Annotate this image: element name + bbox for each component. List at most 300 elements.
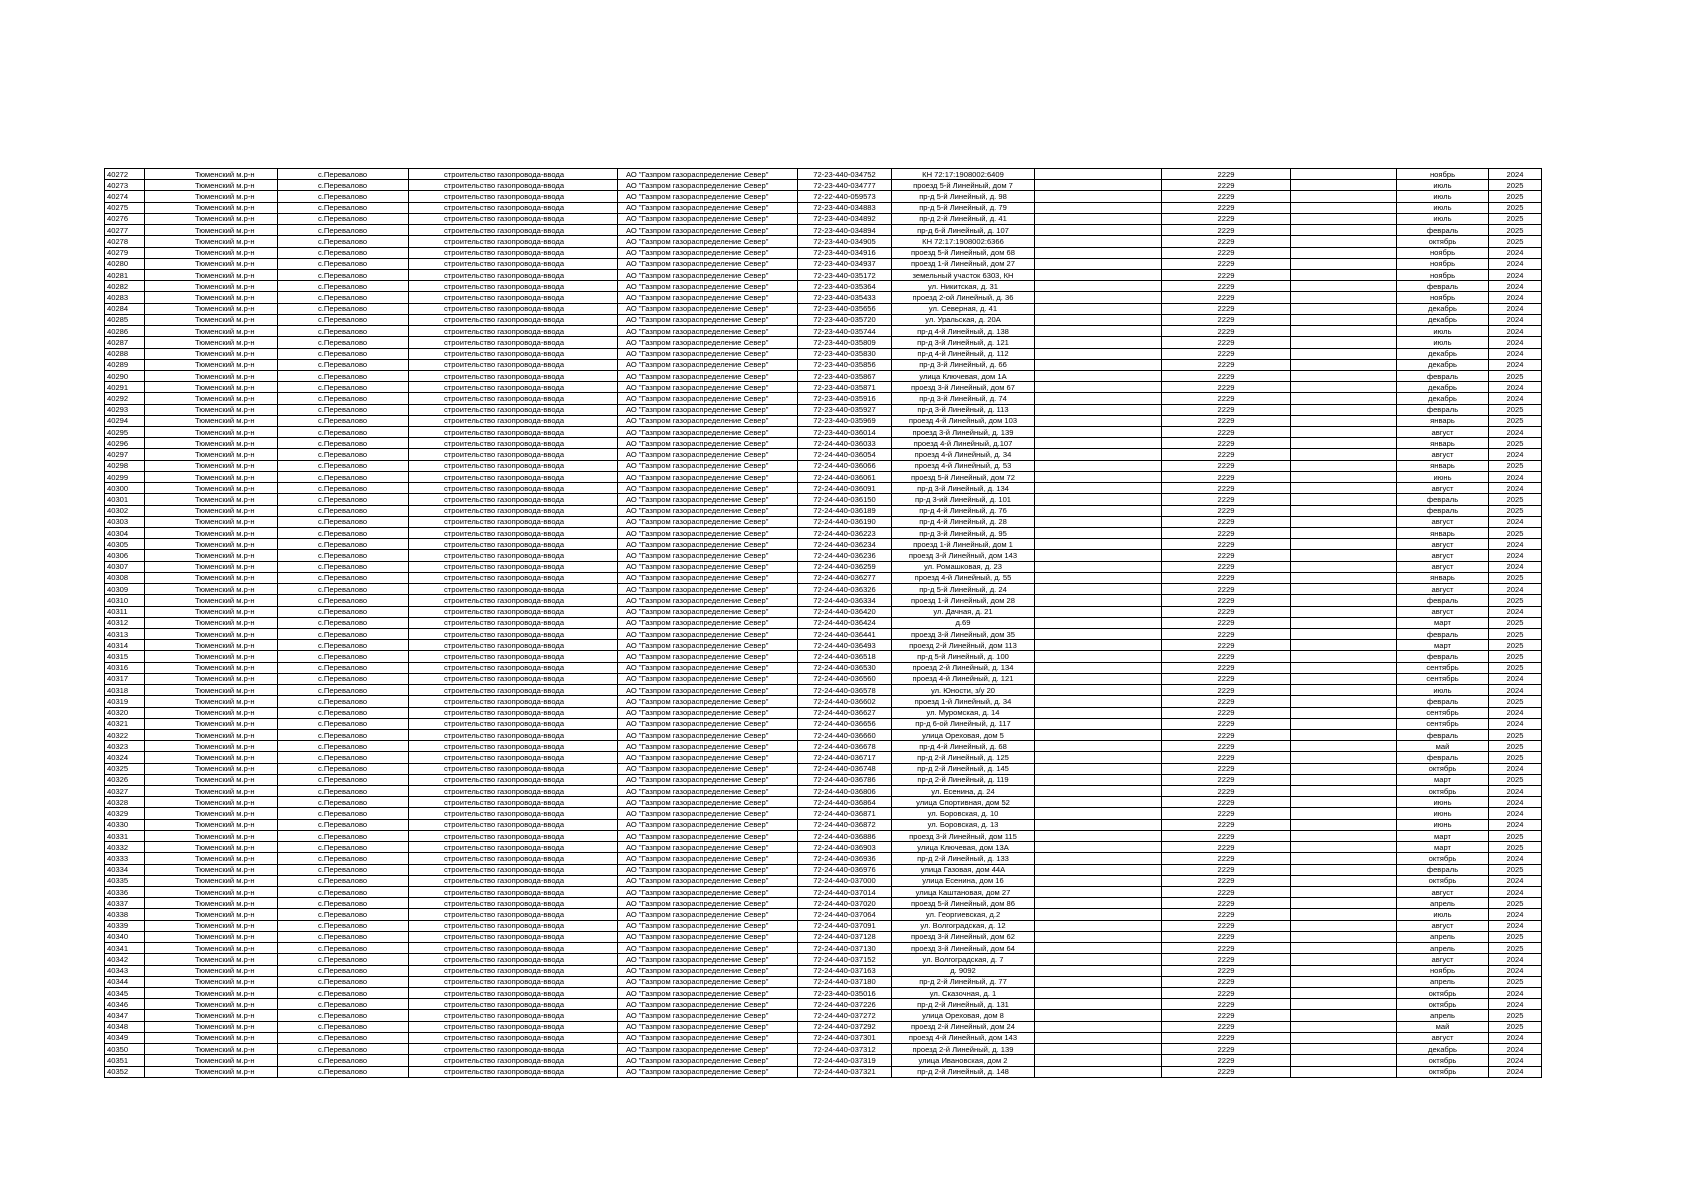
- month-cell: декабрь: [1397, 1044, 1489, 1055]
- year-cell: 2025: [1489, 438, 1542, 449]
- organization-cell: АО "Газпром газораспределение Север": [618, 1032, 798, 1043]
- code-cell: 2229: [1162, 595, 1291, 606]
- row-number: 40301: [105, 494, 145, 505]
- row-number: 40276: [105, 213, 145, 224]
- row-number: 40290: [105, 370, 145, 381]
- organization-cell: АО "Газпром газораспределение Север": [618, 741, 798, 752]
- application-number-cell: 72-24-440-036656: [798, 718, 892, 729]
- settlement-cell: с.Перевалово: [278, 460, 409, 471]
- code-cell: 2229: [1162, 707, 1291, 718]
- address-cell: проезд 2-ой Линейный, д. 36: [892, 292, 1035, 303]
- settlement-cell: с.Перевалово: [278, 438, 409, 449]
- code-cell: 2229: [1162, 617, 1291, 628]
- year-cell: 2024: [1489, 561, 1542, 572]
- empty-cell: [1035, 651, 1162, 662]
- work-type-cell: строительство газопровода-ввода: [409, 999, 618, 1010]
- work-type-cell: строительство газопровода-ввода: [409, 1032, 618, 1043]
- settlement-cell: с.Перевалово: [278, 471, 409, 482]
- row-number: 40325: [105, 763, 145, 774]
- row-number: 40341: [105, 943, 145, 954]
- address-cell: проезд 5-й Линейный, дом 68: [892, 247, 1035, 258]
- row-number: 40298: [105, 460, 145, 471]
- year-cell: 2025: [1489, 528, 1542, 539]
- code-cell: 2229: [1162, 842, 1291, 853]
- organization-cell: АО "Газпром газораспределение Север": [618, 595, 798, 606]
- address-cell: пр-д 4-й Линейный, д. 28: [892, 516, 1035, 527]
- empty-cell: [1035, 505, 1162, 516]
- row-number: 40327: [105, 786, 145, 797]
- month-cell: апрель: [1397, 1010, 1489, 1021]
- application-number-cell: 72-23-440-035871: [798, 382, 892, 393]
- year-cell: 2025: [1489, 595, 1542, 606]
- settlement-cell: с.Перевалово: [278, 169, 409, 180]
- organization-cell: АО "Газпром газораспределение Север": [618, 191, 798, 202]
- year-cell: 2024: [1489, 247, 1542, 258]
- application-number-cell: 72-24-440-037000: [798, 875, 892, 886]
- organization-cell: АО "Газпром газораспределение Север": [618, 539, 798, 550]
- empty-cell: [1291, 303, 1397, 314]
- district-cell: Тюменский м.р-н: [145, 752, 278, 763]
- table-row: [105, 1055, 1542, 1066]
- work-type-cell: строительство газопровода-ввода: [409, 752, 618, 763]
- empty-cell: [1035, 954, 1162, 965]
- organization-cell: АО "Газпром газораспределение Север": [618, 236, 798, 247]
- organization-cell: АО "Газпром газораспределение Север": [618, 303, 798, 314]
- row-number: 40304: [105, 528, 145, 539]
- empty-cell: [1291, 550, 1397, 561]
- empty-cell: [1035, 595, 1162, 606]
- settlement-cell: с.Перевалово: [278, 864, 409, 875]
- address-cell: проезд 2-й Линейный, дом 113: [892, 640, 1035, 651]
- organization-cell: АО "Газпром газораспределение Север": [618, 1055, 798, 1066]
- month-cell: декабрь: [1397, 348, 1489, 359]
- year-cell: 2025: [1489, 572, 1542, 583]
- district-cell: Тюменский м.р-н: [145, 875, 278, 886]
- code-cell: 2229: [1162, 729, 1291, 740]
- year-cell: 2024: [1489, 999, 1542, 1010]
- month-cell: июль: [1397, 191, 1489, 202]
- application-number-cell: 72-24-440-036189: [798, 505, 892, 516]
- application-number-cell: 72-24-440-037128: [798, 931, 892, 942]
- settlement-cell: с.Перевалово: [278, 1032, 409, 1043]
- table-row: [105, 528, 1542, 539]
- row-number: 40302: [105, 505, 145, 516]
- table-row: [105, 236, 1542, 247]
- address-cell: проезд 1-й Линейный, дом 1: [892, 539, 1035, 550]
- month-cell: июнь: [1397, 819, 1489, 830]
- empty-cell: [1291, 763, 1397, 774]
- month-cell: февраль: [1397, 729, 1489, 740]
- organization-cell: АО "Газпром газораспределение Север": [618, 875, 798, 886]
- district-cell: Тюменский м.р-н: [145, 460, 278, 471]
- work-type-cell: строительство газопровода-ввода: [409, 528, 618, 539]
- organization-cell: АО "Газпром газораспределение Север": [618, 247, 798, 258]
- table-row: [105, 213, 1542, 224]
- empty-cell: [1291, 292, 1397, 303]
- district-cell: Тюменский м.р-н: [145, 696, 278, 707]
- year-cell: 2025: [1489, 404, 1542, 415]
- settlement-cell: с.Перевалово: [278, 314, 409, 325]
- district-cell: Тюменский м.р-н: [145, 1021, 278, 1032]
- organization-cell: АО "Газпром газораспределение Север": [618, 774, 798, 785]
- row-number: 40285: [105, 314, 145, 325]
- empty-cell: [1291, 415, 1397, 426]
- month-cell: июль: [1397, 909, 1489, 920]
- table-row: [105, 326, 1542, 337]
- application-number-cell: 72-23-440-034916: [798, 247, 892, 258]
- empty-cell: [1291, 393, 1397, 404]
- organization-cell: АО "Газпром газораспределение Север": [618, 449, 798, 460]
- empty-cell: [1035, 438, 1162, 449]
- district-cell: Тюменский м.р-н: [145, 987, 278, 998]
- address-cell: пр-д 3-й Линейный, д. 134: [892, 483, 1035, 494]
- work-type-cell: строительство газопровода-ввода: [409, 640, 618, 651]
- code-cell: 2229: [1162, 471, 1291, 482]
- table-row: [105, 550, 1542, 561]
- work-type-cell: строительство газопровода-ввода: [409, 965, 618, 976]
- empty-cell: [1035, 752, 1162, 763]
- empty-cell: [1291, 471, 1397, 482]
- work-type-cell: строительство газопровода-ввода: [409, 382, 618, 393]
- address-cell: пр-д 5-й Линейный, д. 98: [892, 191, 1035, 202]
- application-number-cell: 72-23-440-035656: [798, 303, 892, 314]
- organization-cell: АО "Газпром газораспределение Север": [618, 606, 798, 617]
- address-cell: улица Есенина, дом 16: [892, 875, 1035, 886]
- row-number: 40328: [105, 797, 145, 808]
- organization-cell: АО "Газпром газораспределение Север": [618, 763, 798, 774]
- settlement-cell: с.Перевалово: [278, 281, 409, 292]
- work-type-cell: строительство газопровода-ввода: [409, 707, 618, 718]
- address-cell: КН 72:17:1908002:6366: [892, 236, 1035, 247]
- application-number-cell: 72-24-440-036872: [798, 819, 892, 830]
- settlement-cell: с.Перевалово: [278, 640, 409, 651]
- code-cell: 2229: [1162, 718, 1291, 729]
- row-number: 40310: [105, 595, 145, 606]
- row-number: 40297: [105, 449, 145, 460]
- month-cell: август: [1397, 483, 1489, 494]
- empty-cell: [1035, 337, 1162, 348]
- organization-cell: АО "Газпром газораспределение Север": [618, 819, 798, 830]
- code-cell: 2229: [1162, 505, 1291, 516]
- application-number-cell: 72-24-440-036277: [798, 572, 892, 583]
- address-cell: улица Ивановская, дом 2: [892, 1055, 1035, 1066]
- organization-cell: АО "Газпром газораспределение Север": [618, 887, 798, 898]
- settlement-cell: с.Перевалово: [278, 752, 409, 763]
- work-type-cell: строительство газопровода-ввода: [409, 539, 618, 550]
- application-number-cell: 72-23-440-035016: [798, 987, 892, 998]
- year-cell: 2024: [1489, 550, 1542, 561]
- address-cell: улица Каштановая, дом 27: [892, 887, 1035, 898]
- work-type-cell: строительство газопровода-ввода: [409, 853, 618, 864]
- address-cell: д.69: [892, 617, 1035, 628]
- year-cell: 2024: [1489, 169, 1542, 180]
- work-type-cell: строительство газопровода-ввода: [409, 303, 618, 314]
- table-row: [105, 438, 1542, 449]
- empty-cell: [1291, 1021, 1397, 1032]
- settlement-cell: с.Перевалово: [278, 202, 409, 213]
- table-row: [105, 920, 1542, 931]
- month-cell: февраль: [1397, 595, 1489, 606]
- empty-cell: [1035, 550, 1162, 561]
- application-number-cell: 72-24-440-036150: [798, 494, 892, 505]
- year-cell: 2024: [1489, 853, 1542, 864]
- table-row: [105, 292, 1542, 303]
- address-cell: ул. Муромская, д. 14: [892, 707, 1035, 718]
- settlement-cell: с.Перевалово: [278, 853, 409, 864]
- code-cell: 2229: [1162, 213, 1291, 224]
- work-type-cell: строительство газопровода-ввода: [409, 819, 618, 830]
- code-cell: 2229: [1162, 786, 1291, 797]
- table-row: [105, 516, 1542, 527]
- table-row: [105, 628, 1542, 639]
- year-cell: 2024: [1489, 673, 1542, 684]
- year-cell: 2025: [1489, 236, 1542, 247]
- empty-cell: [1035, 561, 1162, 572]
- empty-cell: [1291, 258, 1397, 269]
- district-cell: Тюменский м.р-н: [145, 741, 278, 752]
- empty-cell: [1035, 830, 1162, 841]
- work-type-cell: строительство газопровода-ввода: [409, 438, 618, 449]
- application-number-cell: 72-24-440-037272: [798, 1010, 892, 1021]
- application-number-cell: 72-23-440-035856: [798, 359, 892, 370]
- organization-cell: АО "Газпром газораспределение Север": [618, 505, 798, 516]
- empty-cell: [1035, 673, 1162, 684]
- code-cell: 2229: [1162, 830, 1291, 841]
- organization-cell: АО "Газпром газораспределение Север": [618, 516, 798, 527]
- empty-cell: [1035, 303, 1162, 314]
- empty-cell: [1035, 662, 1162, 673]
- work-type-cell: строительство газопровода-ввода: [409, 460, 618, 471]
- empty-cell: [1291, 651, 1397, 662]
- address-cell: проезд 5-й Линейный, дом 86: [892, 898, 1035, 909]
- table-row: [105, 1044, 1542, 1055]
- code-cell: 2229: [1162, 460, 1291, 471]
- application-number-cell: 72-23-440-035916: [798, 393, 892, 404]
- empty-cell: [1035, 920, 1162, 931]
- work-type-cell: строительство газопровода-ввода: [409, 191, 618, 202]
- empty-cell: [1291, 808, 1397, 819]
- month-cell: июль: [1397, 326, 1489, 337]
- empty-cell: [1291, 247, 1397, 258]
- district-cell: Тюменский м.р-н: [145, 191, 278, 202]
- empty-cell: [1035, 617, 1162, 628]
- empty-cell: [1035, 898, 1162, 909]
- table-row: [105, 1066, 1542, 1077]
- organization-cell: АО "Газпром газораспределение Север": [618, 415, 798, 426]
- row-number: 40336: [105, 887, 145, 898]
- district-cell: Тюменский м.р-н: [145, 213, 278, 224]
- month-cell: октябрь: [1397, 1066, 1489, 1077]
- empty-cell: [1291, 1032, 1397, 1043]
- address-cell: улица Ключевая, дом 1А: [892, 370, 1035, 381]
- work-type-cell: строительство газопровода-ввода: [409, 729, 618, 740]
- month-cell: декабрь: [1397, 393, 1489, 404]
- settlement-cell: с.Перевалово: [278, 1044, 409, 1055]
- row-number: 40312: [105, 617, 145, 628]
- work-type-cell: строительство газопровода-ввода: [409, 505, 618, 516]
- address-cell: проезд 3-й Линейный, д. 139: [892, 427, 1035, 438]
- month-cell: август: [1397, 449, 1489, 460]
- district-cell: Тюменский м.р-н: [145, 292, 278, 303]
- empty-cell: [1291, 528, 1397, 539]
- organization-cell: АО "Газпром газораспределение Север": [618, 707, 798, 718]
- application-number-cell: 72-23-440-035744: [798, 326, 892, 337]
- work-type-cell: строительство газопровода-ввода: [409, 673, 618, 684]
- settlement-cell: с.Перевалово: [278, 1010, 409, 1021]
- row-number: 40330: [105, 819, 145, 830]
- empty-cell: [1291, 954, 1397, 965]
- row-number: 40273: [105, 180, 145, 191]
- row-number: 40337: [105, 898, 145, 909]
- row-number: 40282: [105, 281, 145, 292]
- address-cell: пр-д 2-й Линейный, д. 145: [892, 763, 1035, 774]
- empty-cell: [1291, 539, 1397, 550]
- empty-cell: [1035, 887, 1162, 898]
- organization-cell: АО "Газпром газораспределение Север": [618, 640, 798, 651]
- district-cell: Тюменский м.р-н: [145, 943, 278, 954]
- organization-cell: АО "Газпром газораспределение Север": [618, 954, 798, 965]
- district-cell: Тюменский м.р-н: [145, 281, 278, 292]
- settlement-cell: с.Перевалово: [278, 763, 409, 774]
- month-cell: январь: [1397, 438, 1489, 449]
- district-cell: Тюменский м.р-н: [145, 685, 278, 696]
- row-number: 40281: [105, 269, 145, 280]
- work-type-cell: строительство газопровода-ввода: [409, 875, 618, 886]
- empty-cell: [1291, 202, 1397, 213]
- application-number-cell: 72-23-440-035172: [798, 269, 892, 280]
- application-number-cell: 72-23-440-035364: [798, 281, 892, 292]
- organization-cell: АО "Газпром газораспределение Север": [618, 269, 798, 280]
- empty-cell: [1035, 741, 1162, 752]
- empty-cell: [1035, 819, 1162, 830]
- empty-cell: [1291, 819, 1397, 830]
- table-row: [105, 460, 1542, 471]
- organization-cell: АО "Газпром газораспределение Север": [618, 752, 798, 763]
- application-number-cell: 72-24-440-037130: [798, 943, 892, 954]
- application-number-cell: 72-24-440-037292: [798, 1021, 892, 1032]
- year-cell: 2024: [1489, 819, 1542, 830]
- empty-cell: [1291, 494, 1397, 505]
- table-row: [105, 382, 1542, 393]
- address-cell: проезд 4-й Линейный, д. 121: [892, 673, 1035, 684]
- application-number-cell: 72-24-440-036091: [798, 483, 892, 494]
- empty-cell: [1035, 987, 1162, 998]
- month-cell: февраль: [1397, 370, 1489, 381]
- code-cell: 2229: [1162, 909, 1291, 920]
- organization-cell: АО "Газпром газораспределение Север": [618, 483, 798, 494]
- settlement-cell: с.Перевалово: [278, 561, 409, 572]
- data-table: [104, 168, 1542, 1078]
- settlement-cell: с.Перевалово: [278, 786, 409, 797]
- work-type-cell: строительство газопровода-ввода: [409, 887, 618, 898]
- empty-cell: [1035, 808, 1162, 819]
- empty-cell: [1035, 483, 1162, 494]
- row-number: 40287: [105, 337, 145, 348]
- code-cell: 2229: [1162, 685, 1291, 696]
- district-cell: Тюменский м.р-н: [145, 269, 278, 280]
- table-row: [105, 314, 1542, 325]
- application-number-cell: 72-24-440-037180: [798, 976, 892, 987]
- month-cell: август: [1397, 516, 1489, 527]
- row-number: 40305: [105, 539, 145, 550]
- row-number: 40339: [105, 920, 145, 931]
- table-row: [105, 909, 1542, 920]
- table-row: [105, 774, 1542, 785]
- address-cell: проезд 4-й Линейный, д. 55: [892, 572, 1035, 583]
- year-cell: 2024: [1489, 606, 1542, 617]
- code-cell: 2229: [1162, 931, 1291, 942]
- application-number-cell: 72-24-440-036326: [798, 584, 892, 595]
- year-cell: 2025: [1489, 774, 1542, 785]
- address-cell: ул. Юности, з/у 20: [892, 685, 1035, 696]
- row-number: 40280: [105, 258, 145, 269]
- empty-cell: [1291, 236, 1397, 247]
- empty-cell: [1035, 225, 1162, 236]
- district-cell: Тюменский м.р-н: [145, 976, 278, 987]
- application-number-cell: 72-23-440-035867: [798, 370, 892, 381]
- empty-cell: [1035, 797, 1162, 808]
- table-body: [105, 169, 1542, 1078]
- year-cell: 2025: [1489, 225, 1542, 236]
- code-cell: 2229: [1162, 943, 1291, 954]
- code-cell: 2229: [1162, 673, 1291, 684]
- settlement-cell: с.Перевалово: [278, 269, 409, 280]
- table-row: [105, 931, 1542, 942]
- application-number-cell: 72-24-440-037319: [798, 1055, 892, 1066]
- row-number: 40272: [105, 169, 145, 180]
- organization-cell: АО "Газпром газораспределение Север": [618, 213, 798, 224]
- month-cell: август: [1397, 1032, 1489, 1043]
- address-cell: ул. Волгоградская, д. 7: [892, 954, 1035, 965]
- empty-cell: [1291, 382, 1397, 393]
- application-number-cell: 72-23-440-036014: [798, 427, 892, 438]
- work-type-cell: строительство газопровода-ввода: [409, 685, 618, 696]
- district-cell: Тюменский м.р-н: [145, 550, 278, 561]
- empty-cell: [1291, 774, 1397, 785]
- work-type-cell: строительство газопровода-ввода: [409, 651, 618, 662]
- row-number: 40349: [105, 1032, 145, 1043]
- district-cell: Тюменский м.р-н: [145, 561, 278, 572]
- year-cell: 2024: [1489, 718, 1542, 729]
- table-row: [105, 752, 1542, 763]
- district-cell: Тюменский м.р-н: [145, 999, 278, 1010]
- empty-cell: [1035, 786, 1162, 797]
- year-cell: 2025: [1489, 460, 1542, 471]
- code-cell: 2229: [1162, 191, 1291, 202]
- organization-cell: АО "Газпром газораспределение Север": [618, 225, 798, 236]
- code-cell: 2229: [1162, 741, 1291, 752]
- address-cell: пр-д 2-й Линейный, д. 41: [892, 213, 1035, 224]
- row-number: 40313: [105, 628, 145, 639]
- code-cell: 2229: [1162, 169, 1291, 180]
- empty-cell: [1035, 180, 1162, 191]
- district-cell: Тюменский м.р-н: [145, 651, 278, 662]
- month-cell: сентябрь: [1397, 707, 1489, 718]
- empty-cell: [1035, 1055, 1162, 1066]
- settlement-cell: с.Перевалово: [278, 830, 409, 841]
- address-cell: проезд 3-й Линейный, дом 143: [892, 550, 1035, 561]
- code-cell: 2229: [1162, 281, 1291, 292]
- work-type-cell: строительство газопровода-ввода: [409, 1010, 618, 1021]
- code-cell: 2229: [1162, 404, 1291, 415]
- district-cell: Тюменский м.р-н: [145, 628, 278, 639]
- row-number: 40319: [105, 696, 145, 707]
- empty-cell: [1291, 931, 1397, 942]
- settlement-cell: с.Перевалово: [278, 943, 409, 954]
- organization-cell: АО "Газпром газораспределение Север": [618, 471, 798, 482]
- year-cell: 2024: [1489, 1055, 1542, 1066]
- empty-cell: [1035, 191, 1162, 202]
